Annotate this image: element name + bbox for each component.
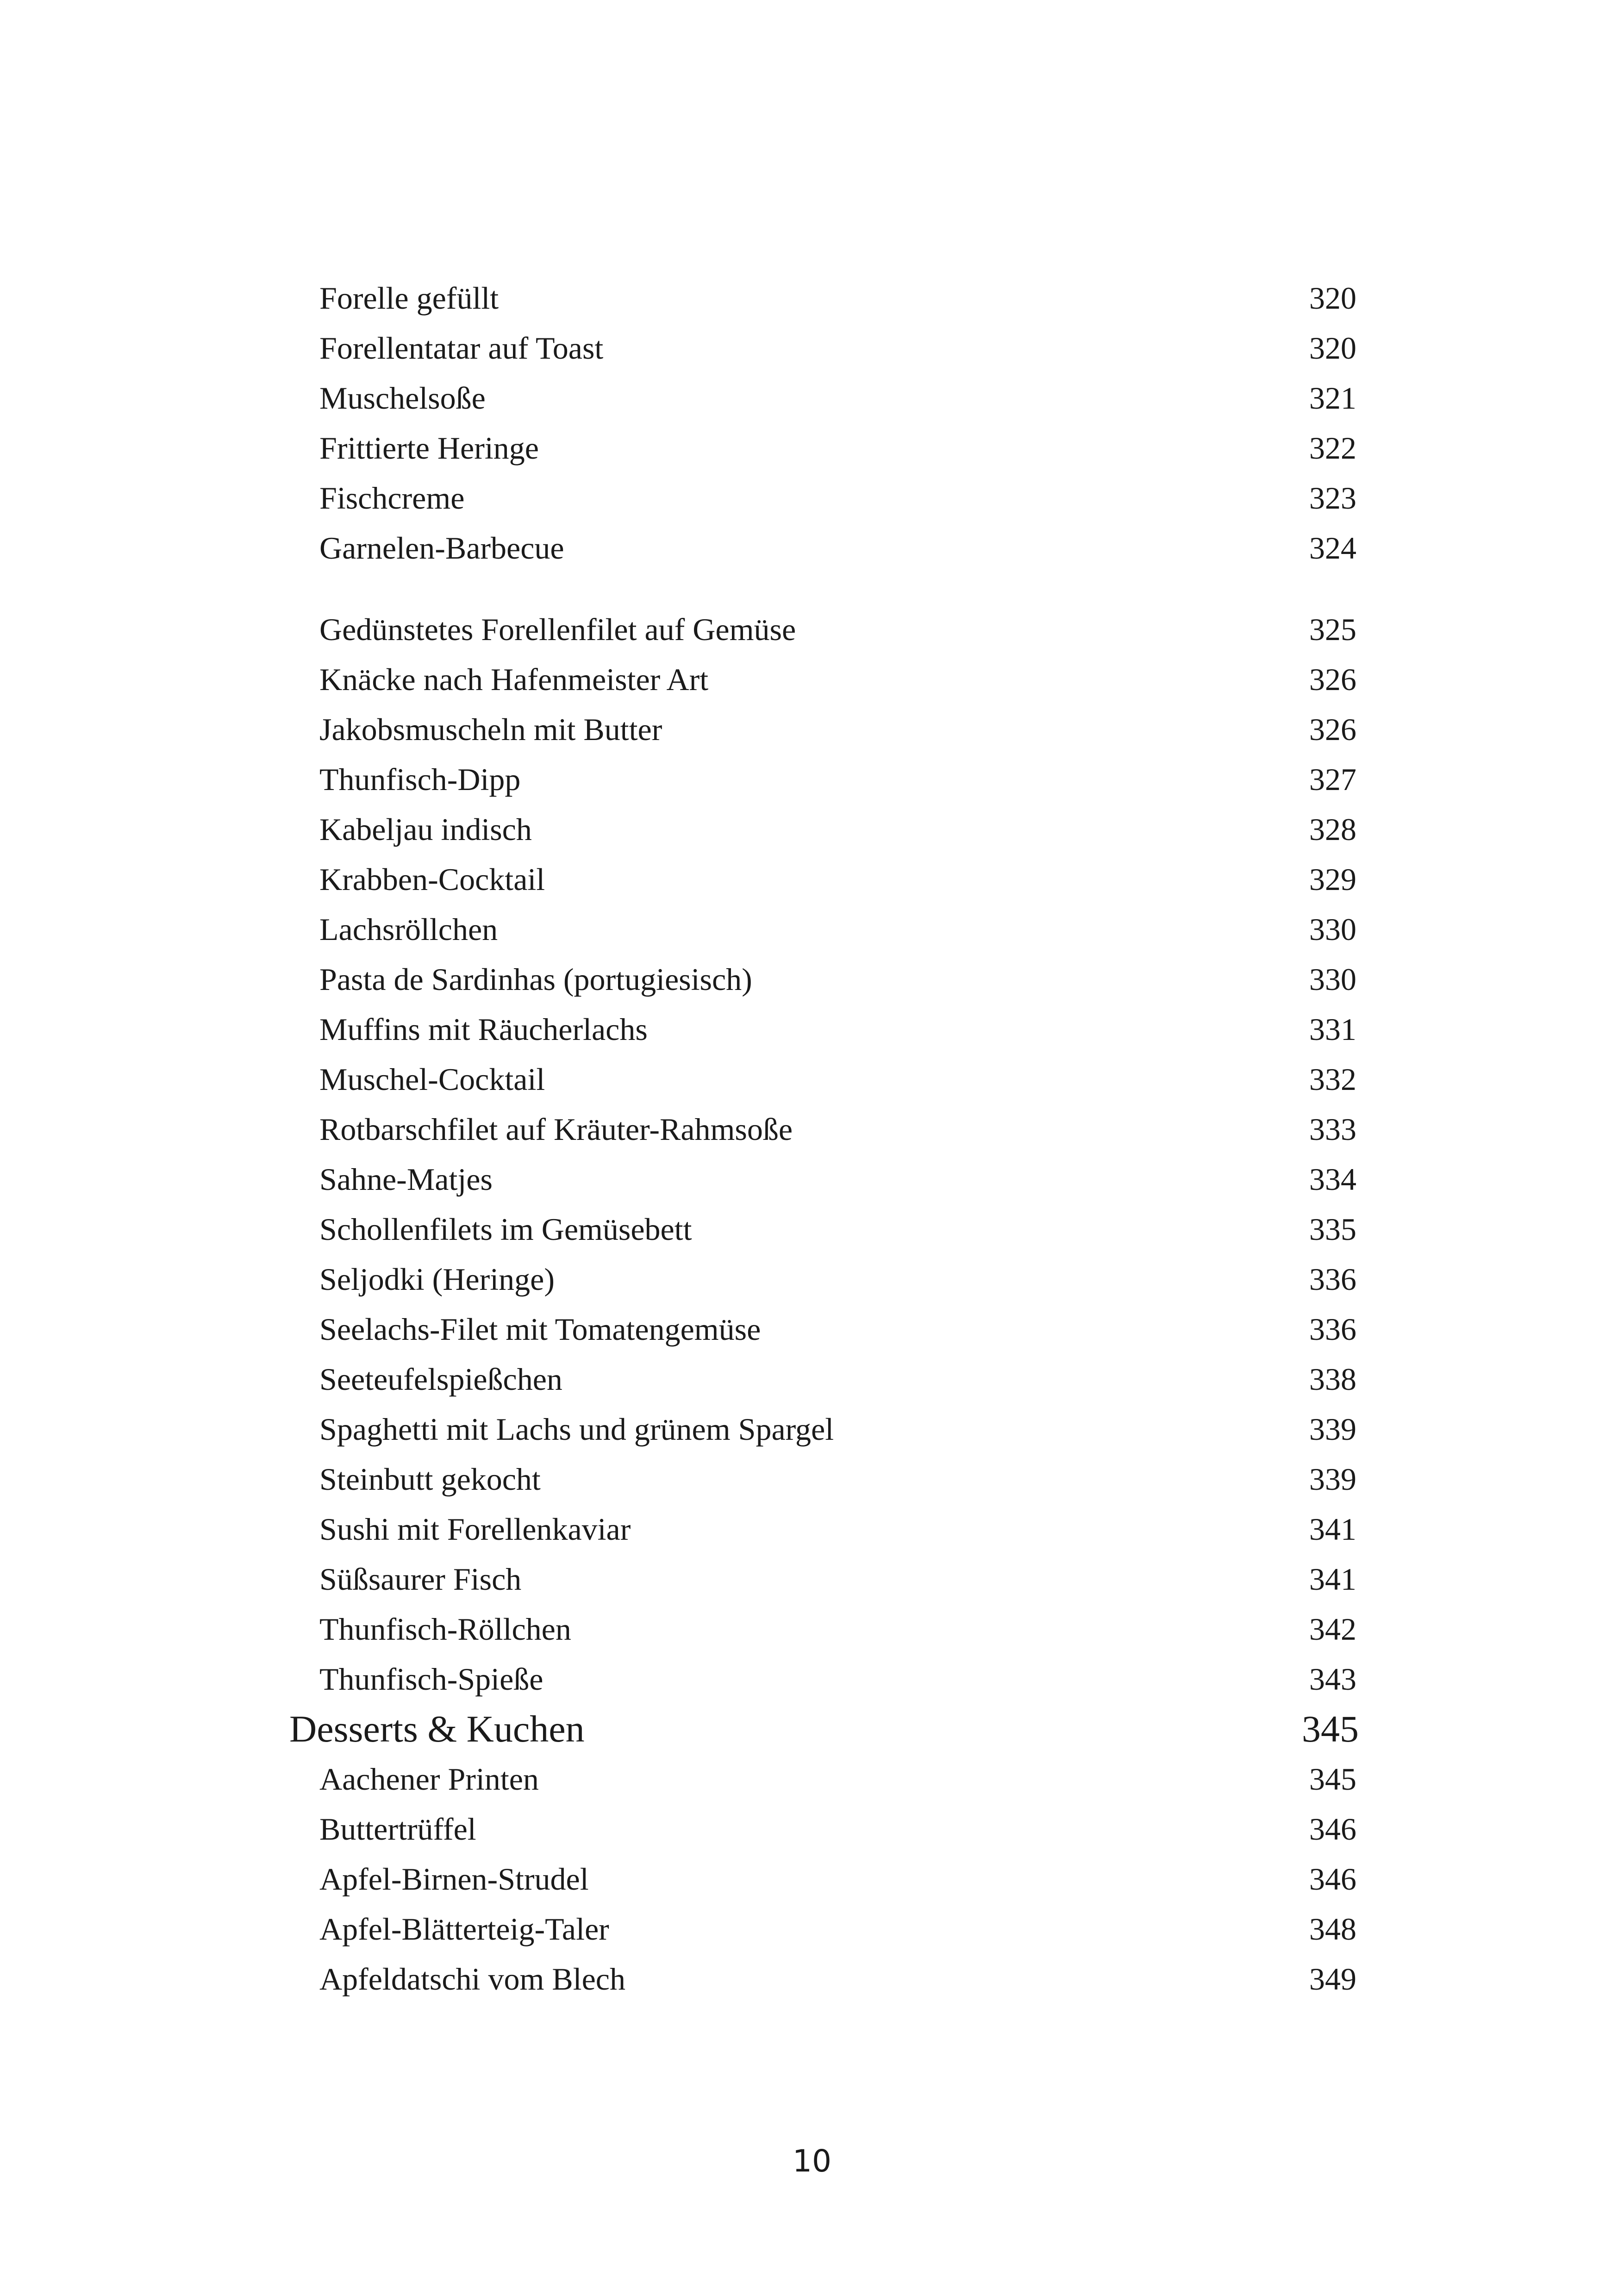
toc-entry-page: 335 xyxy=(1309,1212,1356,1247)
toc-entry[interactable] xyxy=(319,754,1356,804)
toc-entry-title: Apfeldatschi vom Blech xyxy=(319,1961,625,1997)
toc-entry[interactable] xyxy=(319,1604,1356,1654)
toc-section-heading[interactable] xyxy=(289,1701,1359,1757)
toc-entry-title: Garnelen-Barbecue xyxy=(319,530,564,566)
toc-entry-page: 338 xyxy=(1309,1362,1356,1397)
toc-entry-title: Muschelsoße xyxy=(319,380,486,416)
toc-entry[interactable] xyxy=(319,273,1356,323)
toc-entry-title: Seljodki (Heringe) xyxy=(319,1262,555,1297)
toc-entry-title: Forellentatar auf Toast xyxy=(319,330,604,366)
toc-entry-page: 322 xyxy=(1309,430,1356,466)
toc-entry-page: 326 xyxy=(1309,712,1356,747)
toc-entry[interactable] xyxy=(319,1754,1356,1804)
toc-entry-page: 329 xyxy=(1309,862,1356,897)
toc-entry[interactable] xyxy=(319,604,1356,654)
toc-entry-page: 336 xyxy=(1309,1312,1356,1347)
toc-entry[interactable] xyxy=(319,1054,1356,1104)
toc-entry[interactable] xyxy=(319,1254,1356,1304)
toc-entry-title: Apfel-Blätterteig-Taler xyxy=(319,1911,609,1947)
toc-entry[interactable] xyxy=(319,654,1356,704)
toc-entry-title: Muffins mit Räucherlachs xyxy=(319,1012,648,1047)
toc-entry-title: Steinbutt gekocht xyxy=(319,1462,541,1497)
toc-entry[interactable] xyxy=(319,704,1356,754)
toc-entry[interactable] xyxy=(319,1504,1356,1554)
toc-entry[interactable] xyxy=(319,1204,1356,1254)
toc-entry-title: Forelle gefüllt xyxy=(319,280,499,316)
toc-entry-page: 328 xyxy=(1309,812,1356,847)
toc-entry[interactable] xyxy=(319,1904,1356,1954)
toc-entry-page: 325 xyxy=(1309,612,1356,647)
toc-entry[interactable] xyxy=(319,1854,1356,1904)
toc-entry-title: Pasta de Sardinhas (portugiesisch) xyxy=(319,962,752,997)
toc-entry[interactable] xyxy=(319,1804,1356,1854)
toc-entry-page: 323 xyxy=(1309,480,1356,516)
toc-entry[interactable] xyxy=(319,804,1356,854)
toc-entry-page: 336 xyxy=(1309,1262,1356,1297)
toc-entry-page: 342 xyxy=(1309,1612,1356,1647)
toc-entry-title: Gedünstetes Forellenfilet auf Gemüse xyxy=(319,612,796,647)
toc-entry[interactable] xyxy=(319,854,1356,904)
toc-entry[interactable] xyxy=(319,1954,1356,2004)
toc-entry-title: Sahne-Matjes xyxy=(319,1162,493,1197)
toc-entry[interactable] xyxy=(319,1304,1356,1354)
toc-entry-page: 341 xyxy=(1309,1512,1356,1547)
toc-entry[interactable] xyxy=(319,1554,1356,1604)
toc-entry[interactable] xyxy=(319,1354,1356,1404)
toc-entry[interactable] xyxy=(319,954,1356,1004)
toc-entry-page: 348 xyxy=(1309,1911,1356,1947)
toc-entry-title: Muschel-Cocktail xyxy=(319,1062,545,1097)
toc-entry-page: 331 xyxy=(1309,1012,1356,1047)
toc-entry-title: Schollenfilets im Gemüsebett xyxy=(319,1212,692,1247)
toc-entry-page: 330 xyxy=(1309,962,1356,997)
toc-entry[interactable] xyxy=(319,1454,1356,1504)
toc-entry-title: Aachener Printen xyxy=(319,1761,539,1797)
toc-entry-title: Desserts & Kuchen xyxy=(289,1708,585,1750)
toc-entry-title: Jakobsmuscheln mit Butter xyxy=(319,712,662,747)
toc-entry-page: 326 xyxy=(1309,662,1356,697)
toc-entry-page: 320 xyxy=(1309,280,1356,316)
toc-entry-title: Sushi mit Forellenkaviar xyxy=(319,1512,631,1547)
toc-entry-page: 345 xyxy=(1309,1761,1356,1797)
toc-entry[interactable] xyxy=(319,323,1356,373)
toc-entry-page: 349 xyxy=(1309,1961,1356,1997)
page-number: 10 xyxy=(793,2143,831,2179)
toc-entry-title: Apfel-Birnen-Strudel xyxy=(319,1861,589,1897)
toc-entry-page: 343 xyxy=(1309,1661,1356,1697)
toc-entry-page: 341 xyxy=(1309,1562,1356,1597)
toc-entry[interactable] xyxy=(319,1004,1356,1054)
toc-entry-title: Kabeljau indisch xyxy=(319,812,532,847)
toc-entry-title: Rotbarschfilet auf Kräuter-Rahmsoße xyxy=(319,1112,793,1147)
toc-entry[interactable] xyxy=(319,1104,1356,1154)
toc-entry-title: Spaghetti mit Lachs und grünem Spargel xyxy=(319,1412,834,1447)
toc-entry-page: 332 xyxy=(1309,1062,1356,1097)
toc-entry-page: 320 xyxy=(1309,330,1356,366)
toc-entry-page: 324 xyxy=(1309,530,1356,566)
toc-entry-title: Lachsröllchen xyxy=(319,912,498,947)
toc-entry-title: Thunfisch-Röllchen xyxy=(319,1612,571,1647)
toc-entry[interactable] xyxy=(319,904,1356,954)
toc-entry-page: 345 xyxy=(1302,1708,1359,1750)
toc-entry-title: Krabben-Cocktail xyxy=(319,862,545,897)
toc-entry[interactable] xyxy=(319,1654,1356,1704)
toc-entry-title: Süßsaurer Fisch xyxy=(319,1562,522,1597)
toc-entry[interactable] xyxy=(319,373,1356,423)
toc-entry-page: 327 xyxy=(1309,762,1356,797)
toc-entry-title: Seeteufelspießchen xyxy=(319,1362,562,1397)
toc-entry[interactable] xyxy=(319,1154,1356,1204)
toc-entry-page: 321 xyxy=(1309,380,1356,416)
toc-entry-page: 346 xyxy=(1309,1861,1356,1897)
toc-entry-page: 333 xyxy=(1309,1112,1356,1147)
toc-entry-title: Knäcke nach Hafenmeister Art xyxy=(319,662,709,697)
toc-entry-title: Frittierte Heringe xyxy=(319,430,539,466)
toc-entry-page: 339 xyxy=(1309,1412,1356,1447)
toc-entry-title: Seelachs-Filet mit Tomatengemüse xyxy=(319,1312,761,1347)
toc-entry-title: Buttertrüffel xyxy=(319,1811,476,1847)
toc-entry-page: 346 xyxy=(1309,1811,1356,1847)
toc-entry-title: Fischcreme xyxy=(319,480,465,516)
toc-entry[interactable] xyxy=(319,523,1356,573)
toc-entry-title: Thunfisch-Dipp xyxy=(319,762,521,797)
toc-entry-page: 334 xyxy=(1309,1162,1356,1197)
toc-entry[interactable] xyxy=(319,1404,1356,1454)
toc-entry-title: Thunfisch-Spieße xyxy=(319,1661,543,1697)
toc-entry[interactable] xyxy=(319,423,1356,473)
toc-entry-page: 339 xyxy=(1309,1462,1356,1497)
toc-entry-page: 330 xyxy=(1309,912,1356,947)
toc-entry[interactable] xyxy=(319,473,1356,523)
